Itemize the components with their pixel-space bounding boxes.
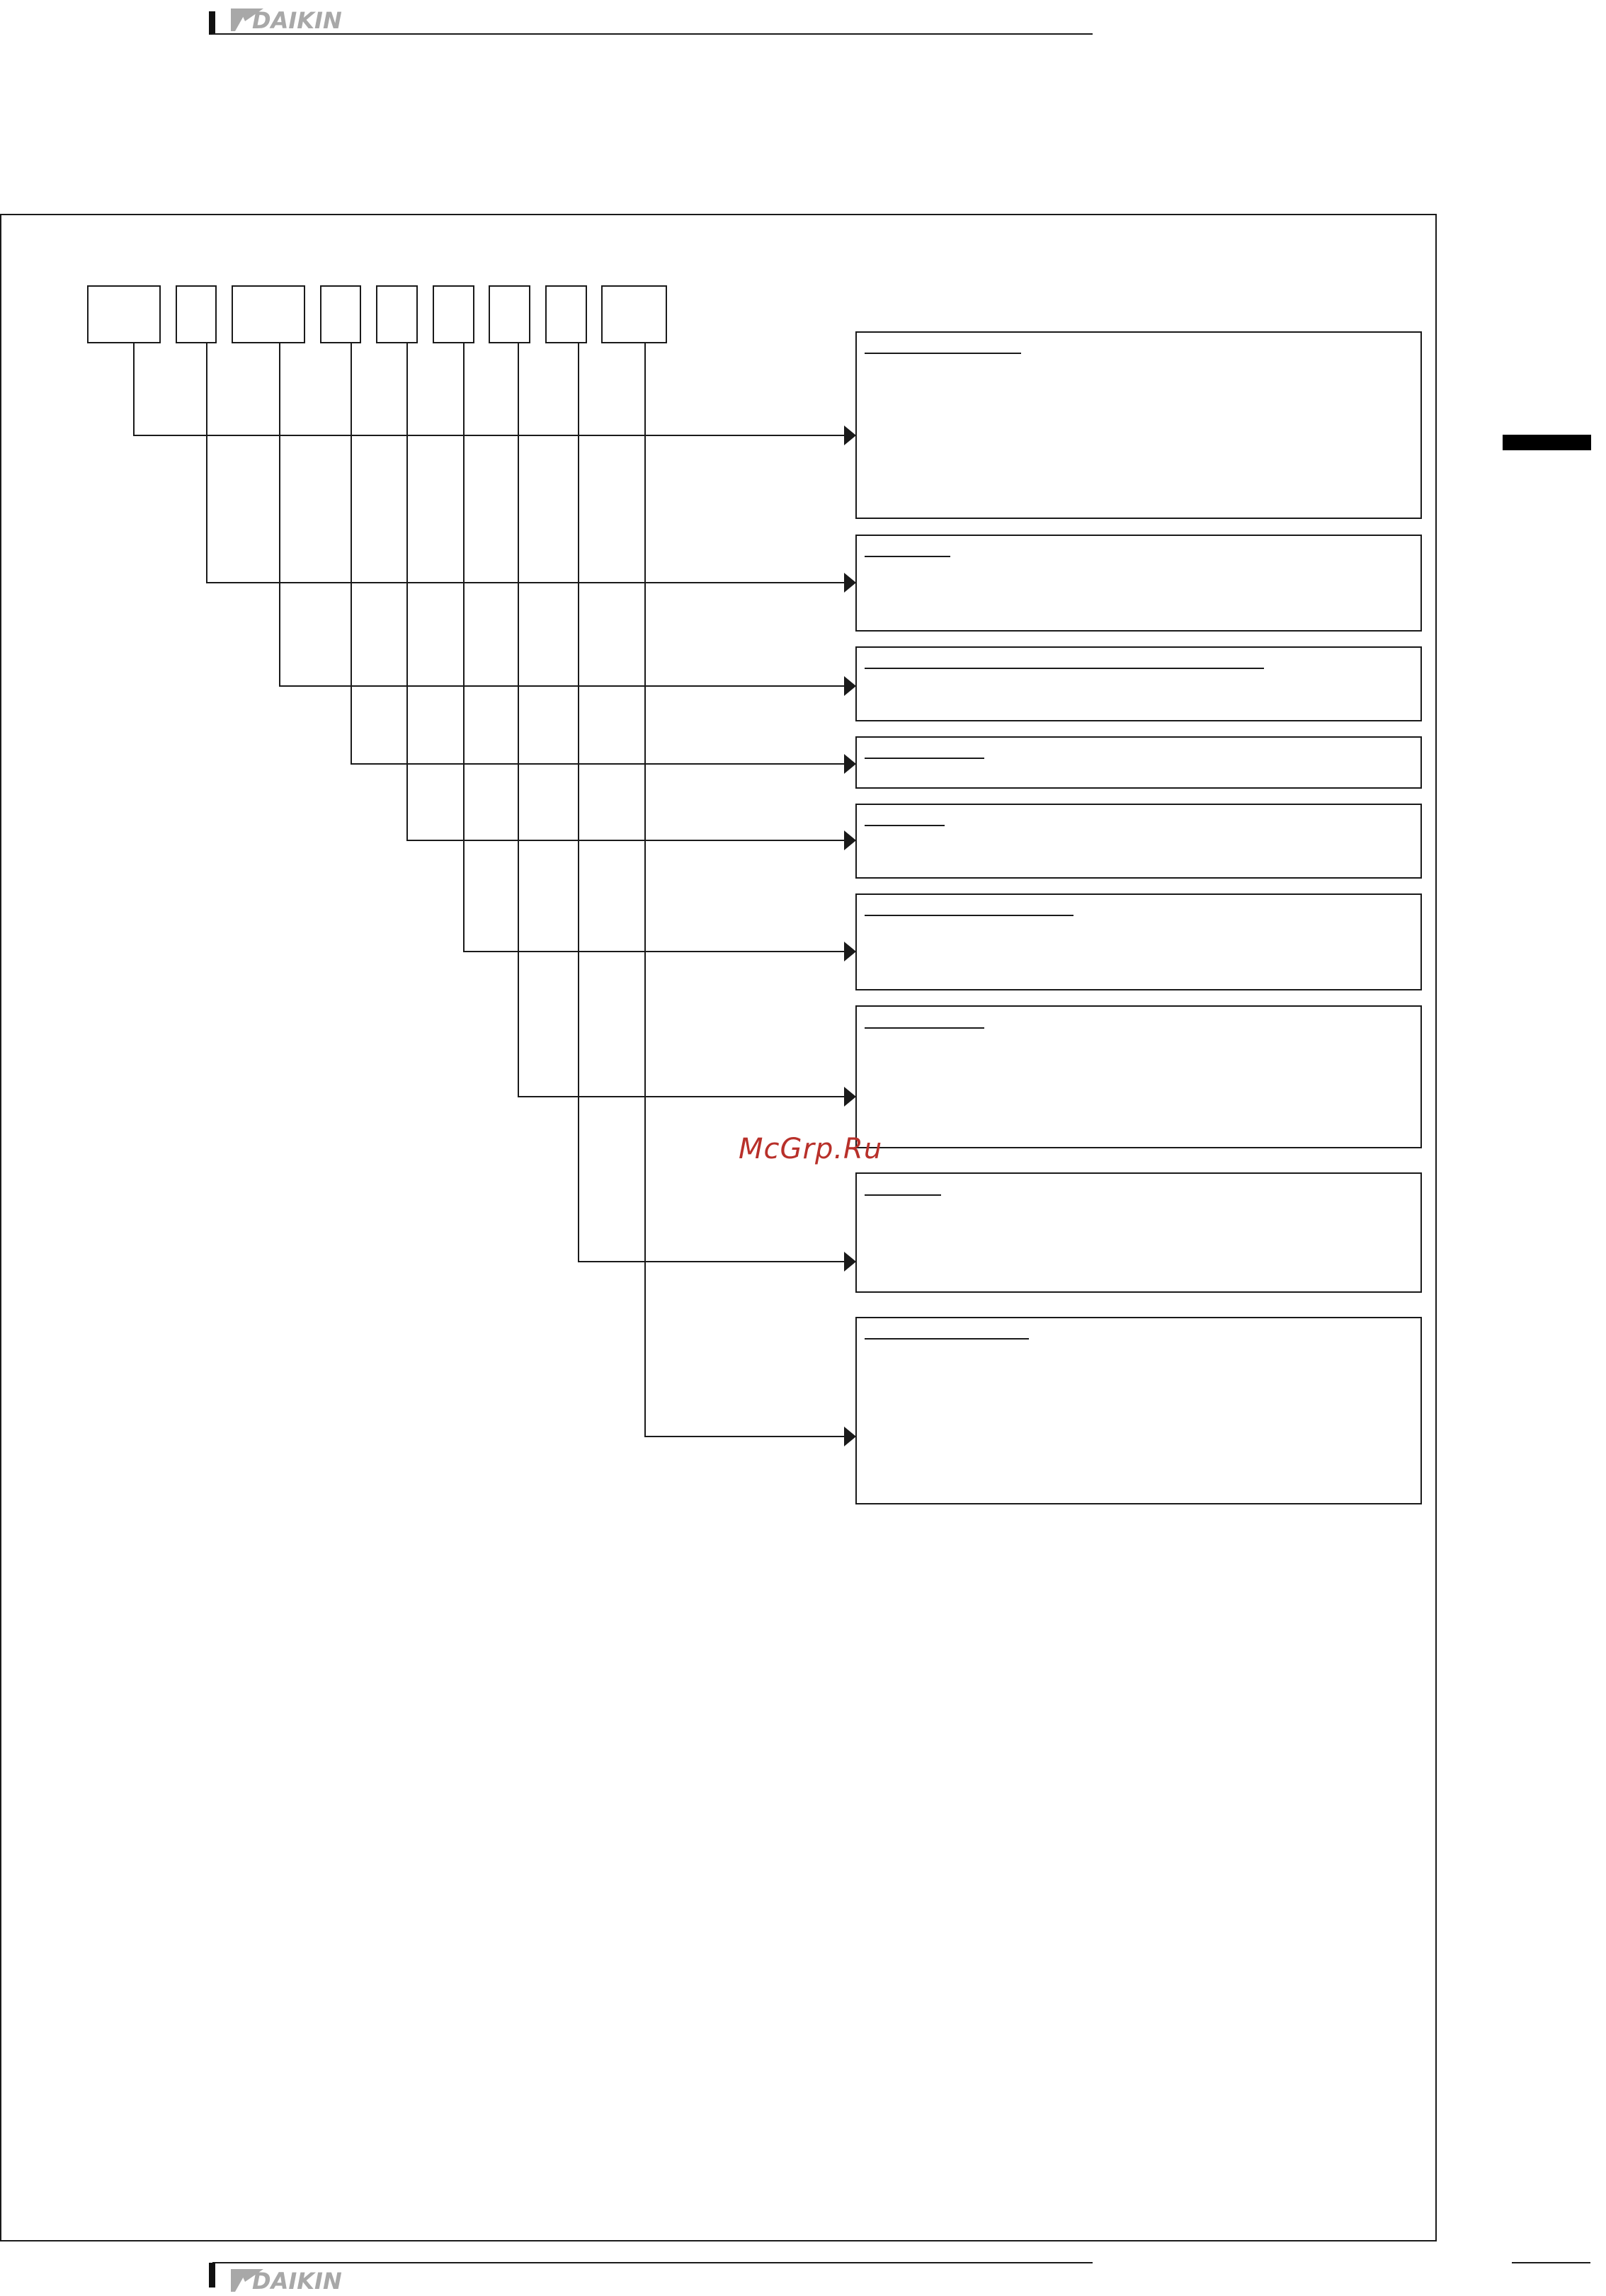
section-tab-marker xyxy=(1503,435,1591,450)
header-brand: DAIKIN xyxy=(252,7,342,34)
arrow-icon xyxy=(844,573,856,593)
description-box xyxy=(856,647,1421,721)
description-box xyxy=(856,1006,1421,1148)
arrow-icon xyxy=(844,1427,856,1446)
arrow-icon xyxy=(844,1252,856,1272)
code-segment-box xyxy=(88,286,160,343)
connector-line xyxy=(407,343,845,840)
watermark-text: McGrp.Ru xyxy=(739,1133,883,1165)
code-segment-box xyxy=(602,286,666,343)
connector-line xyxy=(645,343,845,1437)
daikin-logo-icon xyxy=(231,2268,342,2295)
arrowheads xyxy=(844,425,856,1446)
code-segment-box xyxy=(433,286,474,343)
code-segment-box xyxy=(377,286,417,343)
connector-lines xyxy=(134,343,845,1437)
code-segment-box xyxy=(546,286,586,343)
connector-line xyxy=(351,343,845,764)
description-box xyxy=(856,1318,1421,1504)
arrow-icon xyxy=(844,1087,856,1107)
connector-line xyxy=(518,343,845,1097)
description-box xyxy=(856,804,1421,878)
connector-line xyxy=(134,343,845,435)
code-segment-box xyxy=(321,286,360,343)
arrow-icon xyxy=(844,676,856,696)
connector-line xyxy=(280,343,845,686)
header-bar-mark xyxy=(209,11,215,35)
description-box xyxy=(856,737,1421,788)
footer-bar-mark xyxy=(209,2263,215,2288)
code-segment-box xyxy=(176,286,216,343)
code-segment-box xyxy=(489,286,530,343)
connector-line xyxy=(464,343,845,952)
description-box xyxy=(856,332,1421,518)
connector-line xyxy=(579,343,845,1262)
connector-line xyxy=(207,343,845,583)
arrow-icon xyxy=(844,942,856,961)
description-box xyxy=(856,894,1421,990)
footer-brand: DAIKIN xyxy=(252,2268,342,2295)
model-code-segments xyxy=(88,286,666,343)
arrow-icon xyxy=(844,425,856,445)
page-header xyxy=(209,7,1093,35)
description-boxes xyxy=(856,332,1421,1504)
arrow-icon xyxy=(844,830,856,850)
daikin-logo-icon xyxy=(231,7,342,34)
description-box xyxy=(856,1173,1421,1292)
page-footer xyxy=(209,2263,1590,2295)
description-box xyxy=(856,535,1421,631)
code-segment-box xyxy=(232,286,304,343)
arrow-icon xyxy=(844,754,856,774)
